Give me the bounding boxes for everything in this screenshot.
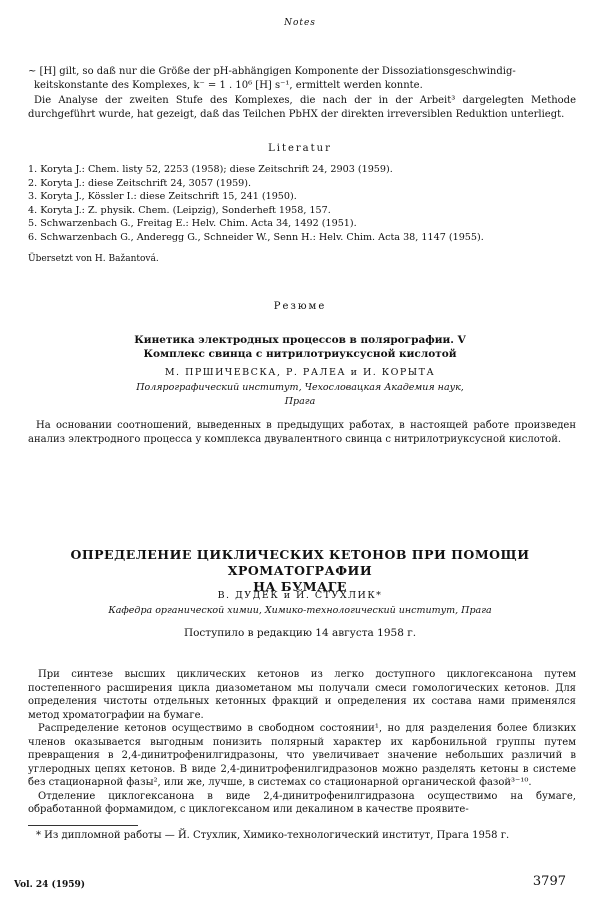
article-authors: В. ДУДЕК и Й. СТУХЛИК* (217, 590, 383, 601)
resume-affiliation-line-2: Прага (284, 396, 316, 407)
resume-text: На основании соотношений, выведенных в предыдущих работах, в настоящей работе произведен анализ электродного процесса у комплекса двувалентного свинца с нитрилотриуксусной кислотой. (28, 420, 576, 445)
article-title-line-2: НА БУМАГЕ (253, 579, 347, 594)
resume-affiliation-line-1: Полярографический институт, Чехословацкая Академия наук, (136, 382, 464, 393)
running-header: Notes (284, 18, 316, 28)
article-title-line-1: ОПРЕДЕЛЕНИЕ ЦИКЛИЧЕСКИХ КЕТОНОВ ПРИ ПОМОЩИ ХРОМАТОГРАФИИ (70, 547, 530, 578)
reference-item: 3. Koryta J., Kössler I.: diese Zeitschrift 15, 241 (1950). (28, 191, 297, 202)
reference-item: 5. Schwarzenbach G., Freitag E.: Helv. Chim. Acta 34, 1492 (1951). (28, 218, 357, 229)
reference-item: 2. Koryta J.: diese Zeitschrift 24, 3057 (1959). (28, 177, 252, 189)
reference-item: 6. Schwarzenbach G., Anderegg G., Schneider W., Senn H.: Helv. Chim. Acta 38, 1147 (1955). (28, 231, 484, 243)
article-title (0, 547, 600, 595)
article-body (28, 668, 576, 817)
article-paragraph-2: Распределение кетонов осуществимо в свободном состоянии¹, но для разделения более близких членов оказывается выгодным понизить полярный характер их карбонильной группы путем превращения в 2,4-динитрофенилгидразоны, что увеличивает значение небольших различий в углеродных цепях кетонов. В виде 2,4-динитрофенилгидразонов можно разделять кетоны в системе без стационарной фазы², или же, лучше, в системах со стационарной органической фазой³⁻¹⁰. (28, 723, 576, 788)
volume-label: Vol. 24 (1959) (14, 880, 86, 890)
translator-note: Übersetzt von H. Bažantová. (28, 254, 159, 264)
footnote: * Из дипломной работы — Й. Стухлик, Химико-технологический институт, Прага 1958 г. (36, 830, 510, 841)
notes-continuation (28, 65, 576, 121)
resume-authors: М. ПРШИЧЕВСКА, Р. РАЛЕА и И. КОРЫТА (164, 367, 436, 378)
resume-affiliation (0, 381, 600, 409)
footnote-rule (28, 825, 138, 826)
resume-heading: Резюме (273, 301, 327, 312)
article-paragraph-1: При синтезе высших циклических кетонов из легко доступного циклогексанона путем постепенного расширения цикла диазометаном мы получали смеси гомологических кетонов. Для определения чистоты отдельных кетонных фракций и определения их состава нами применялся метод хроматографии на бумаге. (28, 669, 576, 721)
notes-line-2: keitskonstante des Komplexes, k⁻ = 1 . 10⁶ [H] s⁻¹, ermittelt werden konnte. (34, 79, 423, 91)
reference-list (28, 163, 588, 244)
received-date: Поступило в редакцию 14 августа 1958 г. (183, 627, 417, 639)
literatur-heading: Literatur (268, 143, 332, 154)
reference-item: 4. Koryta J.: Z. physik. Chem. (Leipzig), Sonderheft 1958, 157. (28, 204, 331, 216)
reference-item: 1. Koryta J.: Chem. listy 52, 2253 (1958); diese Zeitschrift 24, 2903 (1959). (28, 164, 393, 175)
page-number: 3797 (532, 874, 566, 889)
notes-paragraph-2: Die Analyse der zweiten Stufe des Komplexes, die nach der in der Arbeit³ dargelegten Methode durchgeführt wurde, hat gezeigt, daß das Teilchen PbHX der direkten irreversiblen Reduktion unterliegt. (28, 95, 576, 120)
resume-title-line-2: Комплекс свинца с нитрилотриуксусной кислотой (143, 348, 457, 360)
article-affiliation: Кафедра органической химии, Химико-технологический институт, Прага (108, 605, 492, 616)
notes-line-1: ~ [H] gilt, so daß nur die Größe der pH-abhängigen Komponente der Dissoziationsgeschwindig- (28, 66, 516, 77)
resume-title-line-1: Кинетика электродных процессов в полярографии. V (134, 334, 466, 346)
resume-title (0, 333, 600, 361)
article-paragraph-3: Отделение циклогексанона в виде 2,4-динитрофенилгидразона осуществимо на бумаге, обработанной формамидом, с циклогексаном или декалином в качестве проявите- (28, 790, 576, 815)
